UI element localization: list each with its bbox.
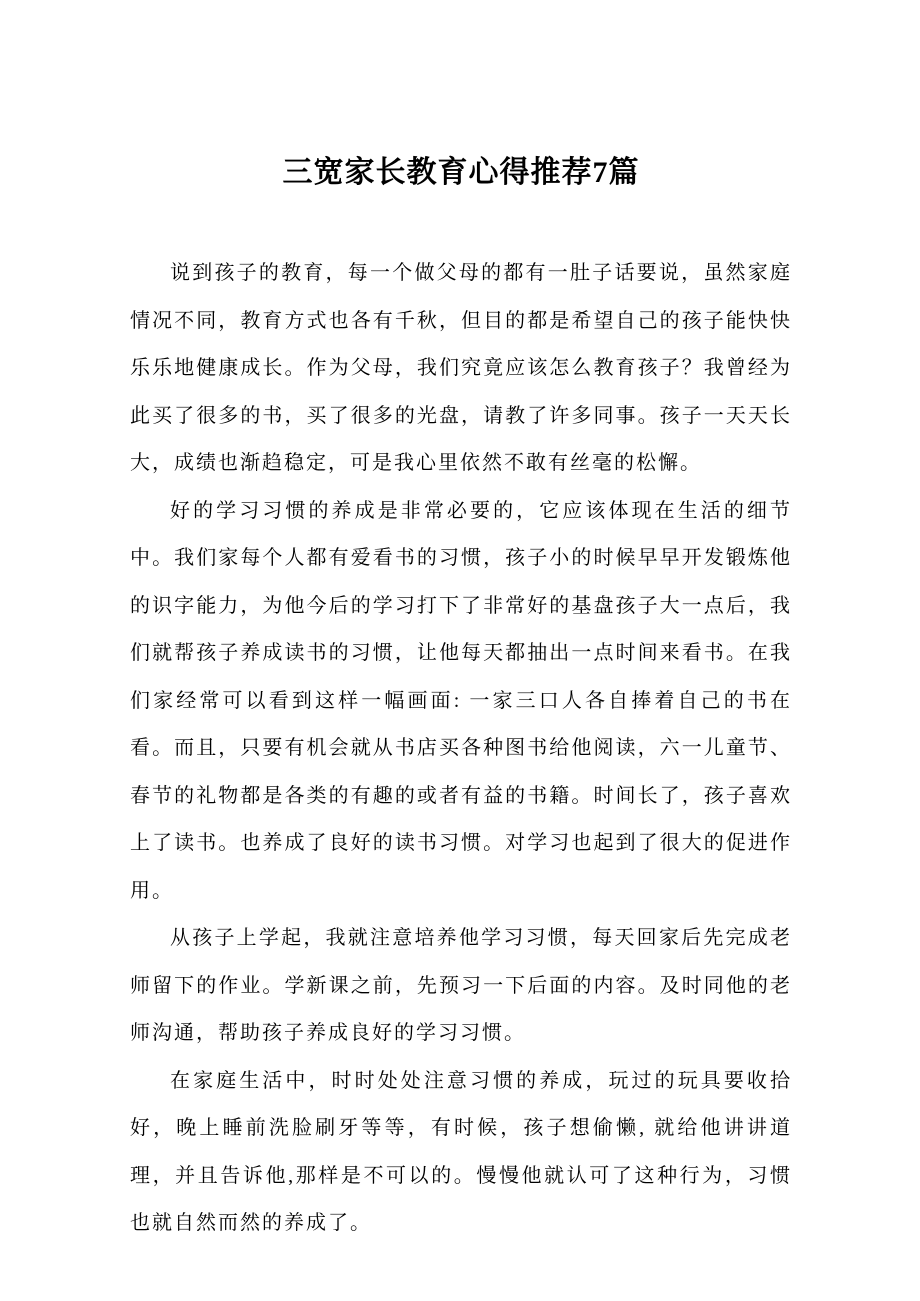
paragraph-intro: 说到孩子的教育，每一个做父母的都有一肚子话要说，虽然家庭情况不同，教育方式也各有千秋，但目的都是希望自己的孩子能快快乐乐地健康成长。作为父母，我们究竟应该怎么教育孩子？我曾经为此买了很多的书，买了很多的光盘，请教了许多同事。孩子一天天长大，成绩也渐趋稳定，可是我心里依然不敢有丝毫的松懈。 — [130, 262, 792, 474]
document-title: 三宽家长教育心得推荐7篇 — [282, 156, 640, 189]
paragraph-study-habit: 从孩子上学起，我就注意培养他学习习惯，每天回家后先完成老师留下的作业。学新课之前，先预习一下后面的内容。及时同他的老师沟通，帮助孩子养成良好的学习习惯。 — [130, 927, 792, 1044]
paragraph-reading-habit: 好的学习习惯的养成是非常必要的，它应该体现在生活的细节中。我们家每个人都有爱看书的习惯，孩子小的时候早早开发锻炼他的识字能力，为他今后的学习打下了非常好的基盘孩子大一点后，我们就帮孩子养成读书的习惯，让他每天都抽出一点时间来看书。在我们家经常可以看到这样一幅画面: 一家三口人各自捧着自己的书在看。而且，只要有机会就从书店买各种图书给他阅读，六一儿童节、春节的礼物都是各类的有趣的或者有益的书籍。时间长了，孩子喜欢上了读书。也养成了良好的读书习惯。对学习也起到了很大的促进作用。 — [130, 499, 792, 902]
paragraph-family-life: 在家庭生活中，时时处处注意习惯的养成，玩过的玩具要收拾好，晚上睡前洗脸刷牙等等，有时候，孩子想偷懒, 就给他讲讲道理，并且告诉他,那样是不可以的。慢慢他就认可了这种行为，习惯也就自然而然的养成了。 — [130, 1069, 792, 1234]
